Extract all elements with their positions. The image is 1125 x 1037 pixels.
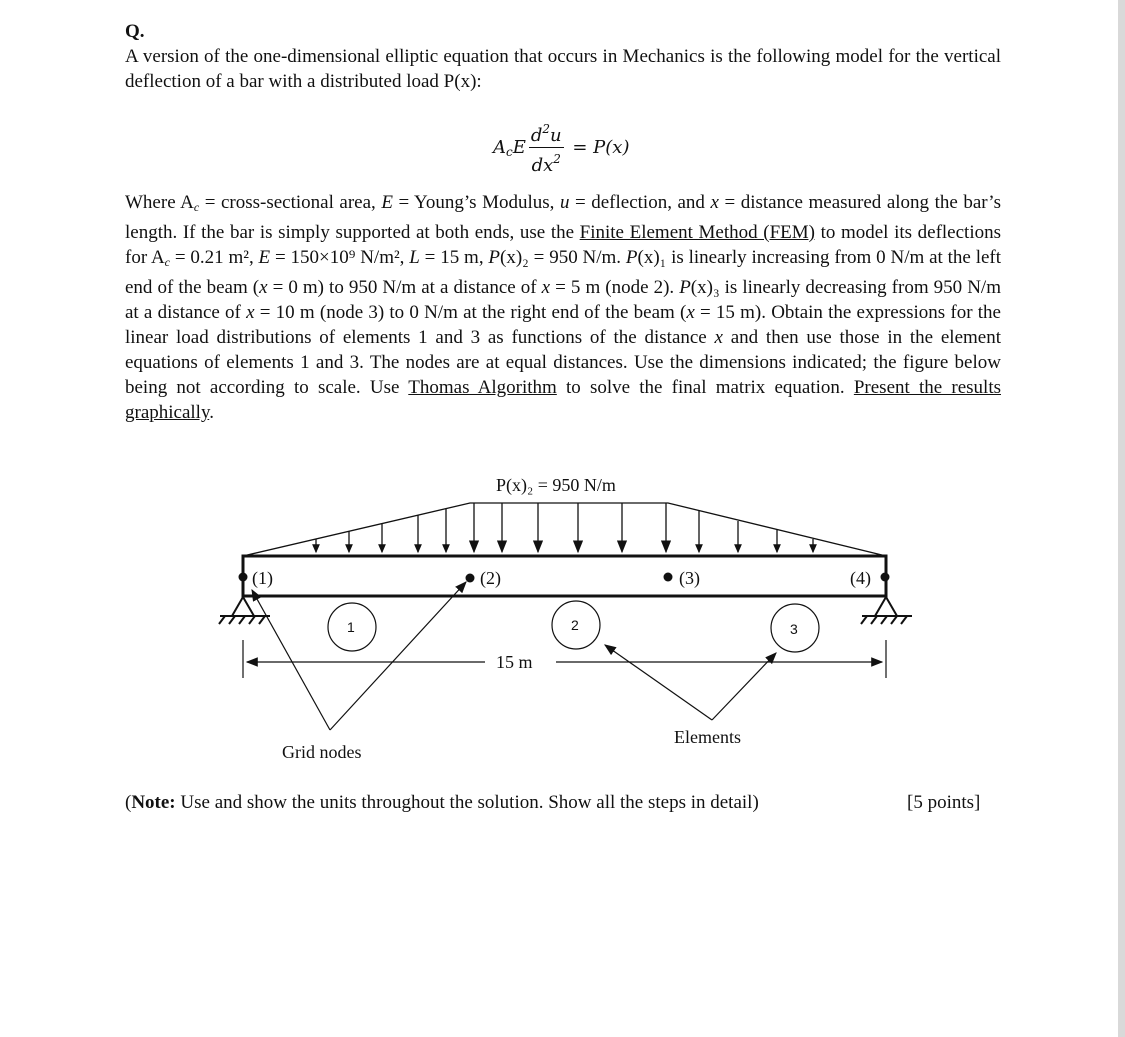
problem-body: Where $A_c$ = cross-sectional area, E = Young’s Modulus, u = deflection, and x = distance measured along the bar’s length. If the bar is simply supported at both ends, use the Finite Element Method (FEM) to model its deflections for $A_c = 0.21$ m², E = 150×10⁹ N/m², L = 15 m, P(x)₂ = 950 N/m. P(x)₁ is linearly increasing from 0 N/m at the left end of the beam (x = 0 m) to 950 N/m at a distance of x = 5 m (node 2). P(x)₃ is linearly decreasing from 950 N/m at a distance of x = 10 m (node 3) to 0 N/m at the right end of the beam (x = 15 m). Obtain the expressions for the linear load distributions of elements 1 and 3 as functions of the distance x and then use those in the element equations of elements 1 and 3. The nodes are at equal distances. Use the dimensions indicated; the figure below being not according to scale. Use Thomas Algorithm to solve the final matrix equation. Present the results graphically. [125,192,1002,423]
question-label: Q. [125,21,145,42]
load-arrows [316,503,813,552]
left-support [219,597,270,624]
fem-link[interactable]: Finite Element Method (FEM) [579,222,815,243]
elements-label: Elements [674,727,741,747]
eq-fraction: $\frac{d^2u}{dx^2}$ [529,118,564,177]
note: (Note: Use and show the units throughout the solution. Show all the steps in detail) [125,792,759,813]
node-2-label: (2) [480,568,501,588]
node-1-dot [239,573,248,582]
intro-text: A version of the one-dimensional elliptic equation that occurs in Mechanics is the following model for the vertical deflection of a bar with a distributed load P(x): [125,46,1001,92]
node-3-label: (3) [679,568,700,588]
node-3-dot [664,573,673,582]
element-pointers [605,645,776,720]
node-4-label: (4) [850,568,871,588]
eq-ac: $A_cE$ [493,136,526,159]
element-1-label: 1 [347,619,355,635]
beam [243,556,886,596]
right-support [861,597,912,624]
load-label: P(x)₂ = 950 N/m [496,475,616,495]
load-envelope [243,503,886,556]
present-link[interactable]: Present the results graphically [125,377,1001,423]
grid-nodes-label: Grid nodes [282,742,362,762]
length-label: 15 m [496,652,533,672]
node-2-dot [466,574,475,583]
thomas-link[interactable]: Thomas Algorithm [408,377,557,398]
points: [5 points] [907,792,981,813]
node-4-dot [881,573,890,582]
governing-equation: $A_cE$ $\frac{d^2u}{dx^2}$ = P(x) [493,118,629,177]
node-1-label: (1) [252,568,273,588]
element-3-label: 3 [790,621,798,637]
element-2-label: 2 [571,617,579,633]
